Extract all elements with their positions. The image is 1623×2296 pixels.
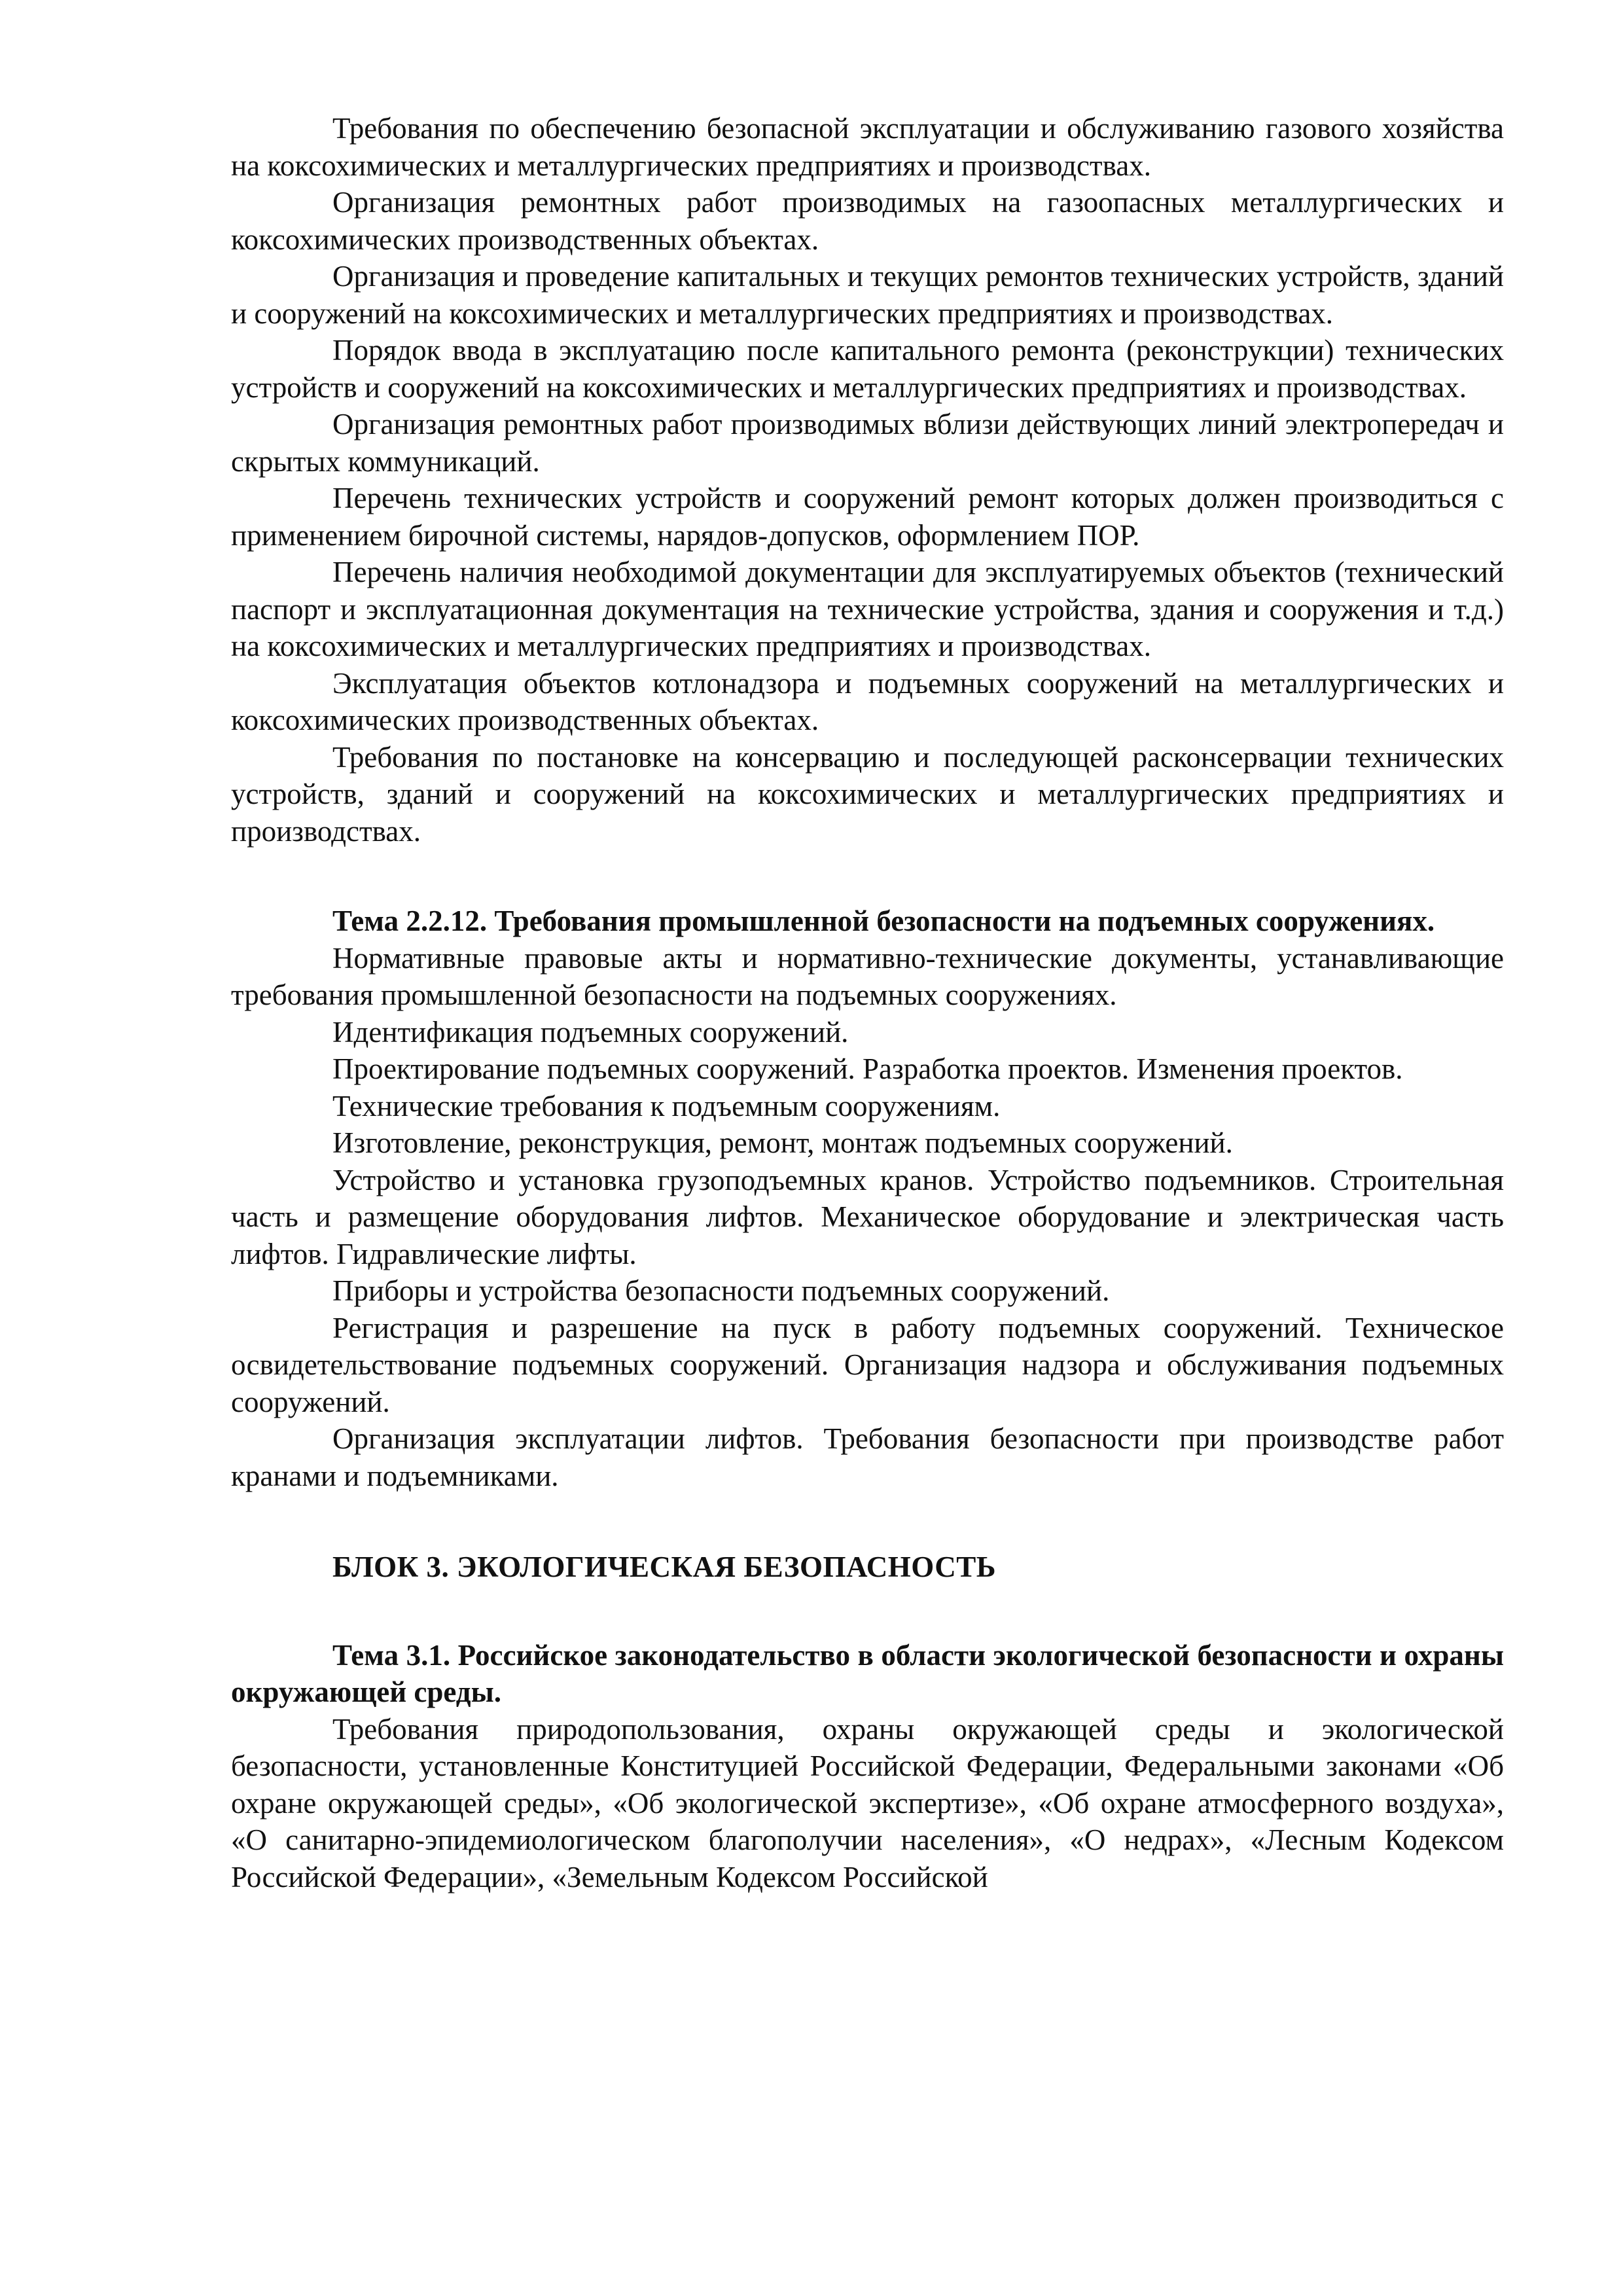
block-heading: БЛОК 3. ЭКОЛОГИЧЕСКАЯ БЕЗОПАСНОСТЬ (332, 1551, 997, 1583)
paragraph: Приборы и устройства безопасности подъемных сооружений. (332, 1274, 1110, 1307)
paragraph: Перечень технических устройств и сооружений ремонт которых должен производиться с применением бирочной системы, нарядов-допусков, оформлением ПОР. (231, 482, 1504, 552)
paragraph: Организация эксплуатации лифтов. Требования безопасности при производстве работ кранами и подъемниками. (231, 1422, 1504, 1492)
paragraph: Устройство и установка грузоподъемных кранов. Устройство подъемников. Строительная часть и размещение оборудования лифтов. Механическое оборудование и электрическая часть лифтов. Гидравлические лифты. (231, 1163, 1504, 1270)
paragraph: Технические требования к подъемным сооружениям. (332, 1089, 1001, 1122)
paragraph: Перечень наличия необходимой документации для эксплуатируемых объектов (технический паспорт и эксплуатационная документация на технические устройства, здания и сооружения и т.д.) на коксохимических и металлургических предприятиях и производствах. (231, 556, 1504, 662)
paragraph: Организация ремонтных работ производимых на газоопасных металлургических и коксохимических производственных объектах. (231, 186, 1504, 256)
paragraph: Идентификация подъемных сооружений. (332, 1015, 849, 1049)
paragraph: Регистрация и разрешение на пуск в работу подъемных сооружений. Техническое освидетельствование подъемных сооружений. Организация надзора и обслуживания подъемных сооружений. (231, 1311, 1504, 1418)
paragraph: Требования природопользования, охраны окружающей среды и экологической безопасности, установленные Конституцией Российской Федерации, Федеральными законами «Об охране окружающей среды», «Об экологической экспертизе», «Об охране атмосферного воздуха», «О санитарно-эпидемиологическом благополучии населения», «О недрах», «Лесным Кодексом Российской Федерации», «Земельным Кодексом Российской (231, 1712, 1504, 1893)
section-gas-and-repairs (231, 110, 1504, 850)
paragraph: Требования по постановке на консервацию и последующей расконсервации технических устройств, зданий и сооружений на коксохимических и металлургических предприятиях и производствах. (231, 740, 1504, 848)
paragraph: Организация и проведение капитальных и текущих ремонтов технических устройств, зданий и сооружений на коксохимических и металлургических предприятиях и производствах. (231, 260, 1504, 330)
paragraph: Эксплуатация объектов котлонадзора и подъемных сооружений на металлургических и коксохимических производственных объектах. (231, 666, 1504, 736)
paragraph: Изготовление, реконструкция, ремонт, монтаж подъемных сооружений. (332, 1126, 1233, 1159)
topic-heading: Тема 3.1. Российское законодательство в области экологической безопасности и охраны окружающей среды. (231, 1638, 1504, 1708)
topic-heading: Тема 2.2.12. Требования промышленной безопасности на подъемных сооружениях. (332, 905, 1435, 937)
paragraph: Порядок ввода в эксплуатацию после капитального ремонта (реконструкции) технических устройств и сооружений на коксохимических и металлургических предприятиях и производствах. (231, 334, 1504, 404)
paragraph: Нормативные правовые акты и нормативно-технические документы, устанавливающие требования промышленной безопасности на подъемных сооружениях. (231, 941, 1504, 1011)
section-topic-2-2-12 (231, 903, 1504, 1494)
section-topic-3-1 (231, 1637, 1504, 1896)
paragraph: Проектирование подъемных сооружений. Разработка проектов. Изменения проектов. (332, 1052, 1403, 1085)
paragraph: Организация ремонтных работ производимых вблизи действующих линий электропередач и скрытых коммуникаций. (231, 408, 1504, 478)
document-page (231, 110, 1504, 1895)
paragraph: Требования по обеспечению безопасной эксплуатации и обслуживанию газового хозяйства на коксохимических и металлургических предприятиях и производствах. (231, 112, 1504, 182)
